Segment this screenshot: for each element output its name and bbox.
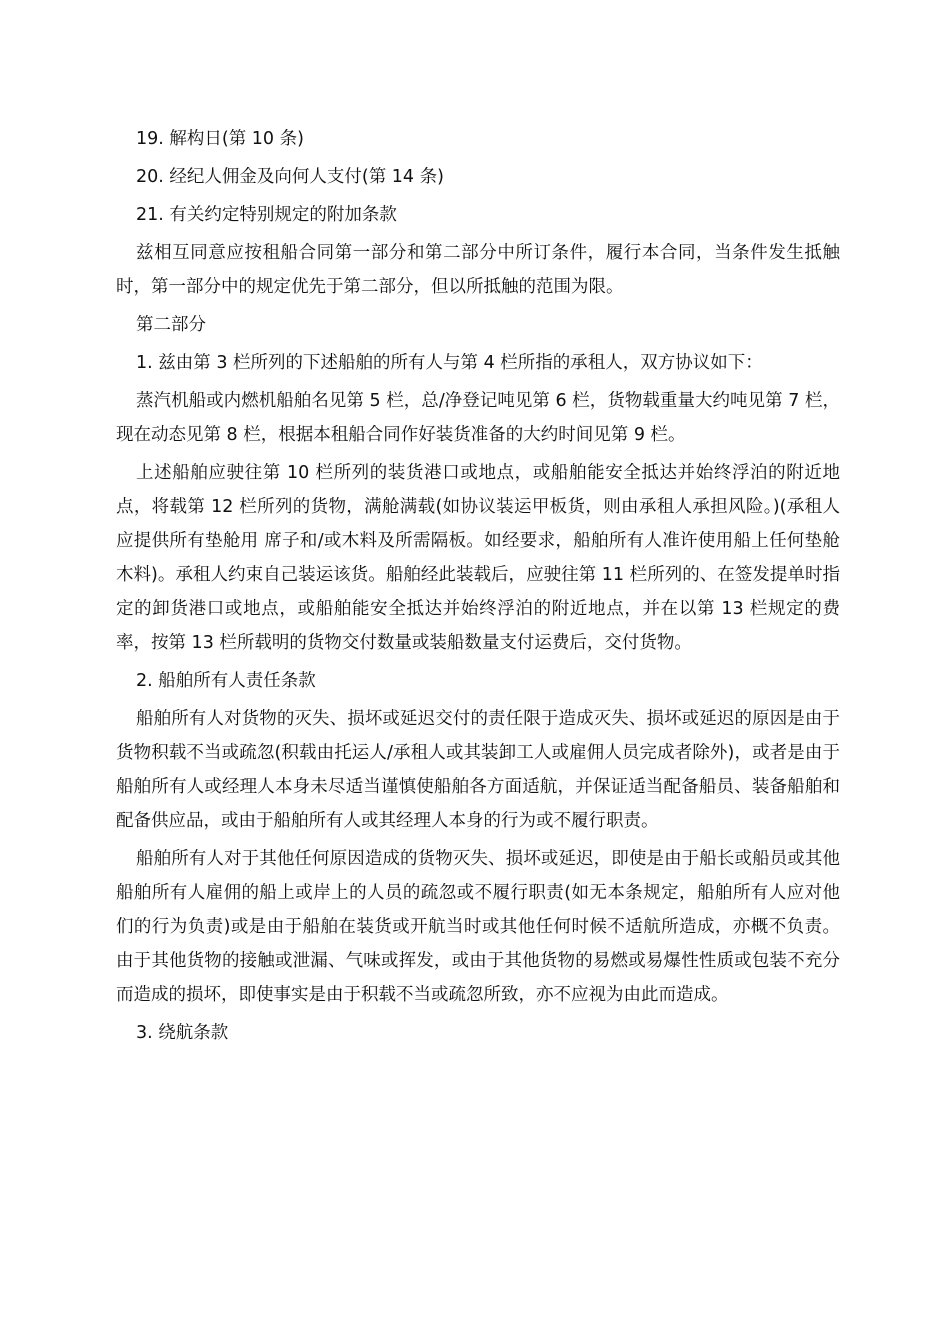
clause-1-intro: 1. 兹由第 3 栏所列的下述船舶的所有人与第 4 栏所指的承租人，双方协议如下： <box>136 353 763 373</box>
vessel-description-paragraph: 蒸汽机船或内燃机船舶名见第 5 栏，总/净登记吨见第 6 栏，货物载重量大约吨见第 7 栏，现在动态见第 8 栏，根据本租船合同作好装货准备的大约时间见第 9 栏。 <box>116 391 840 445</box>
voyage-paragraph: 上述船舶应驶往第 10 栏所列的装货港口或地点，或船舶能安全抵达并始终浮泊的附近地点，将载第 12 栏所列的货物，满舱满载(如协议装运甲板货，则由承租人承担风险。)(承租人应提供所有垫舱用 席子和/或木料及所需隔板。如经要求，船舶所有人准许使用船上任何垫舱木料)。承租人约束自己装运该货。船舶经此装载后，应驶往第 11 栏所列的、在签发提单时指定的卸货港口或地点，或船舶能安全抵达并始终浮泊的附近地点，并在以第 13 栏规定的费率，按第 13 栏所载明的货物交付数量或装船数量支付运费后，交付货物。 <box>116 463 840 653</box>
section-heading-part-two: 第二部分 <box>136 315 206 335</box>
owners-exemption-paragraph: 船舶所有人对于其他任何原因造成的货物灭失、损坏或延迟，即使是由于船长或船员或其他船舶所有人雇佣的船上或岸上的人员的疏忽或不履行职责(如无本条规定，船舶所有人应对他们的行为负责)或是由于船舶在装货或开航当时或其他任何时候不适航所造成，亦概不负责。由于其他货物的接触或泄漏、气味或挥发，或由于其他货物的易燃或易爆性性质或包装不充分而造成的损坏，即使事实是由于积载不当或疏忽所致，亦不应视为由此而造成。 <box>116 849 840 1005</box>
item-19: 19. 解构日(第 10 条) <box>136 129 304 149</box>
owners-responsibility-paragraph: 船舶所有人对货物的灭失、损坏或延迟交付的责任限于造成灭失、损坏或延迟的原因是由于货物积载不当或疏忽(积载由托运人/承租人或其装卸工人或雇佣人员完成者除外)，或者是由于船舶所有人或经理人本身未尽适当谨慎使船舶各方面适航，并保证适当配备船员、装备船舶和配备供应品，或由于船舶所有人或其经理人本身的行为或不履行职责。 <box>116 709 840 831</box>
clause-3-heading: 3. 绕航条款 <box>136 1023 229 1043</box>
agreement-paragraph: 兹相互同意应按租船合同第一部分和第二部分中所订条件，履行本合同，当条件发生抵触时，第一部分中的规定优先于第二部分，但以所抵触的范围为限。 <box>116 243 840 297</box>
item-20: 20. 经纪人佣金及向何人支付(第 14 条) <box>136 167 444 187</box>
document-body <box>116 122 840 1054</box>
clause-2-heading: 2. 船舶所有人责任条款 <box>136 671 316 691</box>
item-21: 21. 有关约定特别规定的附加条款 <box>136 205 397 225</box>
